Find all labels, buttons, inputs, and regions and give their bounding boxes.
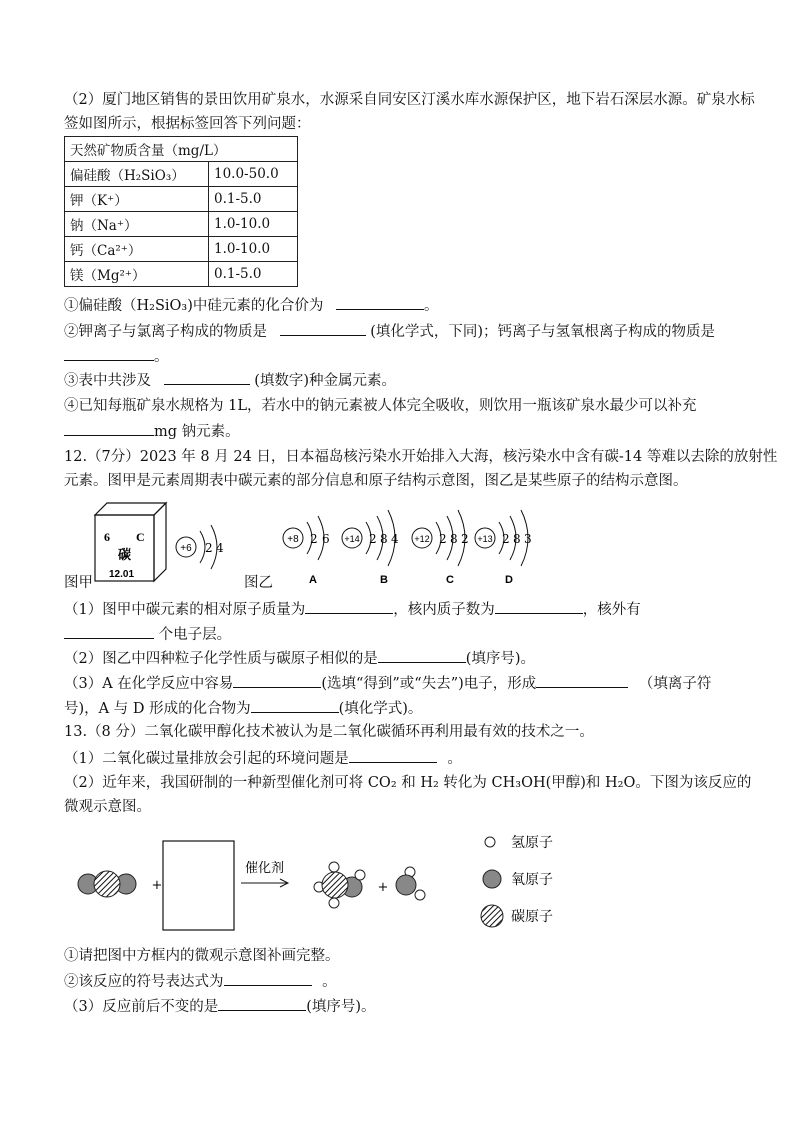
answer-blank[interactable] [251, 698, 339, 713]
q12-item3-text4: 号)，A 与 D 形成的化合物为 [64, 701, 251, 717]
q2-item4-cont [64, 421, 240, 442]
table-cell-name: 钾（K⁺） [65, 187, 209, 212]
table-cell-value: 1.0-10.0 [209, 237, 298, 262]
carbon-shell-2: 4 [216, 541, 224, 555]
table-cell-name: 镁（Mg²⁺） [65, 262, 209, 287]
atom-c-shell: 2 [439, 532, 447, 546]
q12-item3-text3: （填离子符 [638, 676, 712, 692]
answer-blank[interactable] [280, 321, 366, 336]
period: 。 [424, 298, 439, 314]
table-cell-value: 1.0-10.0 [209, 212, 298, 237]
q12-line1: 12.（7分）2023 年 8 月 24 日，日本福岛核污染水开始排入大海，核污染水中含有碳-14 等难以去除的放射性 [64, 449, 778, 465]
atom-a [283, 516, 330, 586]
table-cell-name: 偏硅酸（H₂SiO₃） [65, 162, 209, 187]
q13-item3 [64, 996, 376, 1017]
hydrogen-atom-icon [485, 837, 495, 847]
answer-blank[interactable] [495, 599, 583, 614]
q2-item2 [64, 321, 715, 342]
q13-item3-text: （3）反应前后不变的是 [64, 999, 219, 1015]
q2-intro-line1: （2）厦门地区销售的景田饮用矿泉水，水源采自同安区汀溪水库水源保护区，地下岩石深层水源。矿泉水标 [64, 92, 755, 108]
q12-item1-text3: ，核外有 [582, 602, 641, 618]
cell-symbol: C [136, 530, 145, 544]
reaction-diagram [70, 825, 590, 935]
table-row [65, 212, 298, 237]
q12-item2-text2: (填序号)。 [465, 651, 536, 667]
q2-item4-text2: mg 钠元素。 [154, 424, 240, 440]
carbon-atom-structure [176, 525, 224, 569]
atom-d-shell: 8 [513, 532, 521, 546]
q2-item3-text: ③表中共涉及 [64, 373, 151, 389]
table-row [65, 262, 298, 287]
q13-line3: （2）近年来，我国研制的一种新型催化剂可将 CO₂ 和 H₂ 转化为 CH₃OH(甲醇)和 H₂O。下图为该反应的 [64, 775, 752, 791]
table-cell-name: 钠（Na⁺） [65, 212, 209, 237]
q12-line2: 元素。图甲是元素周期表中碳元素的部分信息和原子结构示意图，图乙是某些原子的结构示意图。 [64, 473, 688, 489]
q12-item1-cont [64, 624, 231, 645]
q12-item3-text5: (填化学式)。 [338, 701, 423, 717]
q2-item2-text2: (填化学式，下同)；钙离子与氢氧根离子构成的物质是 [370, 324, 716, 340]
atom-d [475, 510, 532, 586]
atom-b-shell: 2 [369, 532, 377, 546]
q12-item2-text: （2）图乙中四种粒子化学性质与碳原子相似的是 [64, 651, 378, 667]
table-cell-value: 10.0-50.0 [209, 162, 298, 187]
atom-a-nucleus: +8 [287, 534, 299, 545]
atomic-structure-figure [60, 497, 540, 597]
cell-name: 碳 [118, 548, 132, 563]
q12-item1-text: （1）图甲中碳元素的相对原子质量为 [64, 602, 306, 618]
atom-c [412, 510, 469, 586]
answer-blank[interactable] [378, 648, 466, 663]
q2-item2-text: ②钾离子与氯离子构成的物质是 [64, 324, 267, 340]
co2-molecule [78, 871, 136, 897]
q13-line1: 13.（8 分）二氧化碳甲醇化技术被认为是二氧化碳循环再利用最有效的技术之一。 [64, 724, 594, 740]
q13-item2b [64, 971, 337, 992]
carbon-nucleus: +6 [180, 543, 192, 554]
q2-item1-text: ①偏硅酸（H₂SiO₃)中硅元素的化合价为 [64, 298, 324, 314]
oxygen-atom-icon [483, 870, 501, 888]
answer-blank[interactable] [224, 971, 312, 986]
period: 。 [154, 349, 169, 365]
q13-line4: 微观示意图。 [64, 799, 151, 815]
periodic-cell [95, 503, 166, 581]
answer-blank[interactable] [64, 421, 154, 436]
atom-d-label: D [505, 574, 513, 586]
answer-blank[interactable] [64, 346, 154, 361]
answer-blank[interactable] [349, 748, 437, 763]
carbon-atom-icon [481, 905, 503, 927]
q12-item1-text2: ，核内质子数为 [393, 602, 495, 618]
atom-d-shell: 2 [502, 532, 510, 546]
answer-blank[interactable] [536, 673, 628, 688]
cell-mass: 12.01 [109, 569, 135, 580]
legend-hydrogen: 氢原子 [511, 835, 553, 851]
q13-item2a: ①请把图中方框内的微观示意图补画完整。 [64, 948, 340, 964]
plus-sign: + [377, 880, 389, 895]
q12-item1-text4: 个电子层。 [158, 627, 232, 643]
methanol-molecule [314, 862, 365, 908]
answer-blank[interactable] [233, 673, 321, 688]
atom-b-nucleus: +14 [344, 534, 360, 544]
mineral-table [64, 136, 298, 287]
answer-blank[interactable] [336, 295, 424, 310]
atom-b-label: B [380, 574, 388, 586]
water-molecule [396, 867, 425, 900]
q13-item1 [64, 748, 462, 769]
atom-c-shell: 2 [461, 532, 469, 546]
q12-item2 [64, 648, 535, 669]
atom-c-label: C [446, 574, 454, 586]
q12-item3-text2: (选填“得到”或“失去”)电子，形成 [321, 676, 537, 692]
q12-item3-cont [64, 698, 422, 719]
legend-carbon: 碳原子 [511, 909, 553, 925]
atom-d-nucleus: +13 [477, 534, 493, 544]
atom-c-nucleus: +12 [414, 534, 430, 544]
q2-intro-line2: 签如图所示，根据标签回答下列问题： [64, 116, 311, 132]
table-cell-value: 0.1-5.0 [209, 262, 298, 287]
legend [481, 835, 553, 927]
q2-item1 [64, 295, 439, 316]
table-cell-value: 0.1-5.0 [209, 187, 298, 212]
cell-number: 6 [104, 530, 110, 544]
q2-item4: ④已知每瓶矿泉水规格为 1L，若水中的钠元素被人体完全吸收，则饮用一瓶该矿泉水最少可以补充 [64, 398, 697, 414]
q2-item3-text2: (填数字)种金属元素。 [254, 373, 397, 389]
q2-item2-cont [64, 346, 169, 367]
q12-item1 [64, 599, 641, 620]
empty-answer-box[interactable] [163, 841, 234, 930]
q13-item1-text: （1）二氧化碳过量排放会引起的环境问题是 [64, 751, 349, 767]
answer-blank[interactable] [64, 624, 154, 639]
figure-label-yi: 图乙 [244, 575, 273, 591]
table-header-row [65, 137, 298, 162]
table-cell-name: 钙（Ca²⁺） [65, 237, 209, 262]
answer-blank[interactable] [164, 370, 250, 385]
q13-item2b-text: ②该反应的符号表达式为 [64, 974, 224, 990]
q2-item3 [64, 370, 396, 391]
period: 。 [322, 974, 337, 990]
figure-label-jia: 图甲 [64, 575, 93, 591]
atom-a-shell: 6 [322, 532, 330, 546]
period: 。 [447, 751, 462, 767]
atom-b-shell: 4 [391, 532, 399, 546]
table-row [65, 162, 298, 187]
table-row [65, 187, 298, 212]
atom-a-shell: 2 [310, 532, 318, 546]
table-header: 天然矿物质含量（mg/L） [65, 137, 298, 162]
carbon-shell-1: 2 [205, 541, 213, 555]
atom-a-label: A [309, 574, 317, 586]
catalyst-label: 催化剂 [245, 861, 285, 876]
answer-blank[interactable] [218, 996, 306, 1011]
q13-item3-text2: (填序号)。 [306, 999, 376, 1015]
q12-item3 [64, 673, 711, 694]
legend-oxygen: 氧原子 [511, 872, 553, 888]
atom-b [342, 510, 399, 586]
plus-sign: + [151, 878, 163, 893]
table-row [65, 237, 298, 262]
q12-item3-text: （3）A 在化学反应中容易 [64, 676, 234, 692]
atom-c-shell: 8 [450, 532, 458, 546]
atom-b-shell: 8 [380, 532, 388, 546]
answer-blank[interactable] [305, 599, 393, 614]
atom-d-shell: 3 [524, 532, 532, 546]
